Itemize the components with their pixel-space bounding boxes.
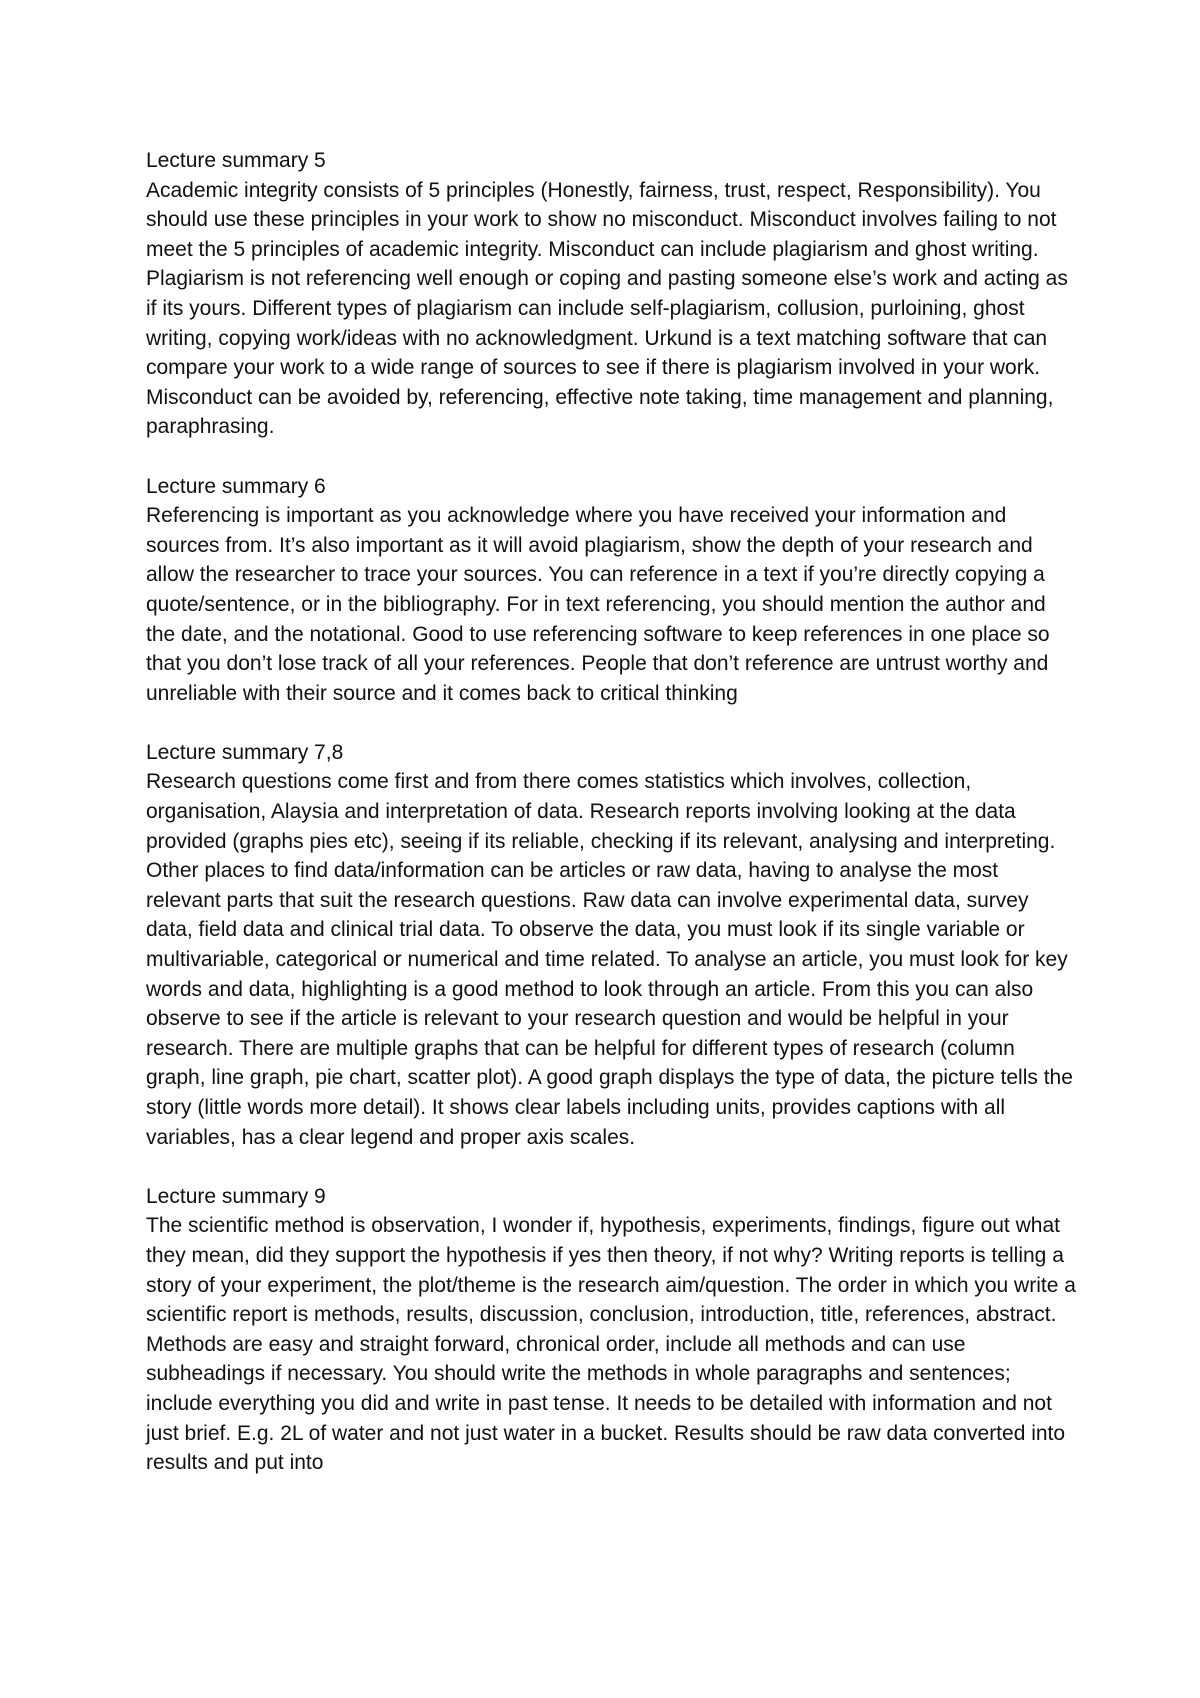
- lecture-summary-6-section: [146, 472, 1076, 709]
- section-paragraph: Research questions come first and from there comes statistics which involves, collection, organisation, Alaysia and interpretation of data. Research reports involving looking at the data provided (graphs pies etc), seeing if its reliable, checking if its relevant, analysing and interpreting. Other places to find data/information can be articles or raw data, having to analyse the most relevant parts that suit the research questions. Raw data can involve experimental data, survey data, field data and clinical trial data. To observe the data, you must look if its single variable or multivariable, categorical or numerical and time related. To analyse an article, you must look for key words and data, highlighting is a good method to look through an article. From this you can also observe to see if the article is relevant to your research question and would be helpful in your research. There are multiple graphs that can be helpful for different types of research (column graph, line graph, pie chart, scatter plot). A good graph displays the type of data, the picture tells the story (little words more detail). It shows clear labels including units, provides captions with all variables, has a clear legend and proper axis scales.: [146, 770, 1073, 1149]
- section-paragraph: Academic integrity consists of 5 principles (Honestly, fairness, trust, respect, Responsibility). You should use these principles in your work to show no misconduct. Misconduct involves failing to not meet the 5 principles of academic integrity. Misconduct can include plagiarism and ghost writing. Plagiarism is not referencing well enough or coping and pasting someone else’s work and acting as if its yours. Different types of plagiarism can include self-plagiarism, collusion, purloining, ghost writing, copying work/ideas with no acknowledgment. Urkund is a text matching software that can compare your work to a wide range of sources to see if there is plagiarism involved in your work. Misconduct can be avoided by, referencing, effective note taking, time management and planning, paraphrasing.: [146, 178, 1068, 439]
- lecture-summary-9-section: [146, 1182, 1076, 1478]
- section-paragraph: Referencing is important as you acknowledge where you have received your information and sources from. It’s also important as it will avoid plagiarism, show the depth of your research and allow the researcher to trace your sources. You can reference in a text if you’re directly copying a quote/sentence, or in the bibliography. For in text referencing, you should mention the author and the date, and the notational. Good to use referencing software to keep references in one place so that you don’t lose track of all your references. People that don’t reference are untrust worthy and unreliable with their source and it comes back to critical thinking: [146, 504, 1050, 705]
- section-paragraph: The scientific method is observation, I wonder if, hypothesis, experiments, findings, figure out what they mean, did they support the hypothesis if yes then theory, if not why? Writing reports is telling a story of your experiment, the plot/theme is the research aim/question. The order in which you write a scientific report is methods, results, discussion, conclusion, introduction, title, references, abstract. Methods are easy and straight forward, chronical order, include all methods and can use subheadings if necessary. You should write the methods in whole paragraphs and sentences; include everything you did and write in past tense. It needs to be detailed with information and not just brief. E.g. 2L of water and not just water in a bucket. Results should be raw data converted into results and put into: [146, 1214, 1076, 1475]
- section-heading: Lecture summary 7,8: [146, 740, 344, 764]
- lecture-summary-5-section: [146, 146, 1076, 442]
- lecture-summary-7-8-section: [146, 738, 1076, 1152]
- section-heading: Lecture summary 5: [146, 149, 326, 172]
- section-heading: Lecture summary 6: [146, 474, 326, 498]
- section-heading: Lecture summary 9: [146, 1184, 326, 1208]
- document-page: [146, 146, 1076, 1507]
